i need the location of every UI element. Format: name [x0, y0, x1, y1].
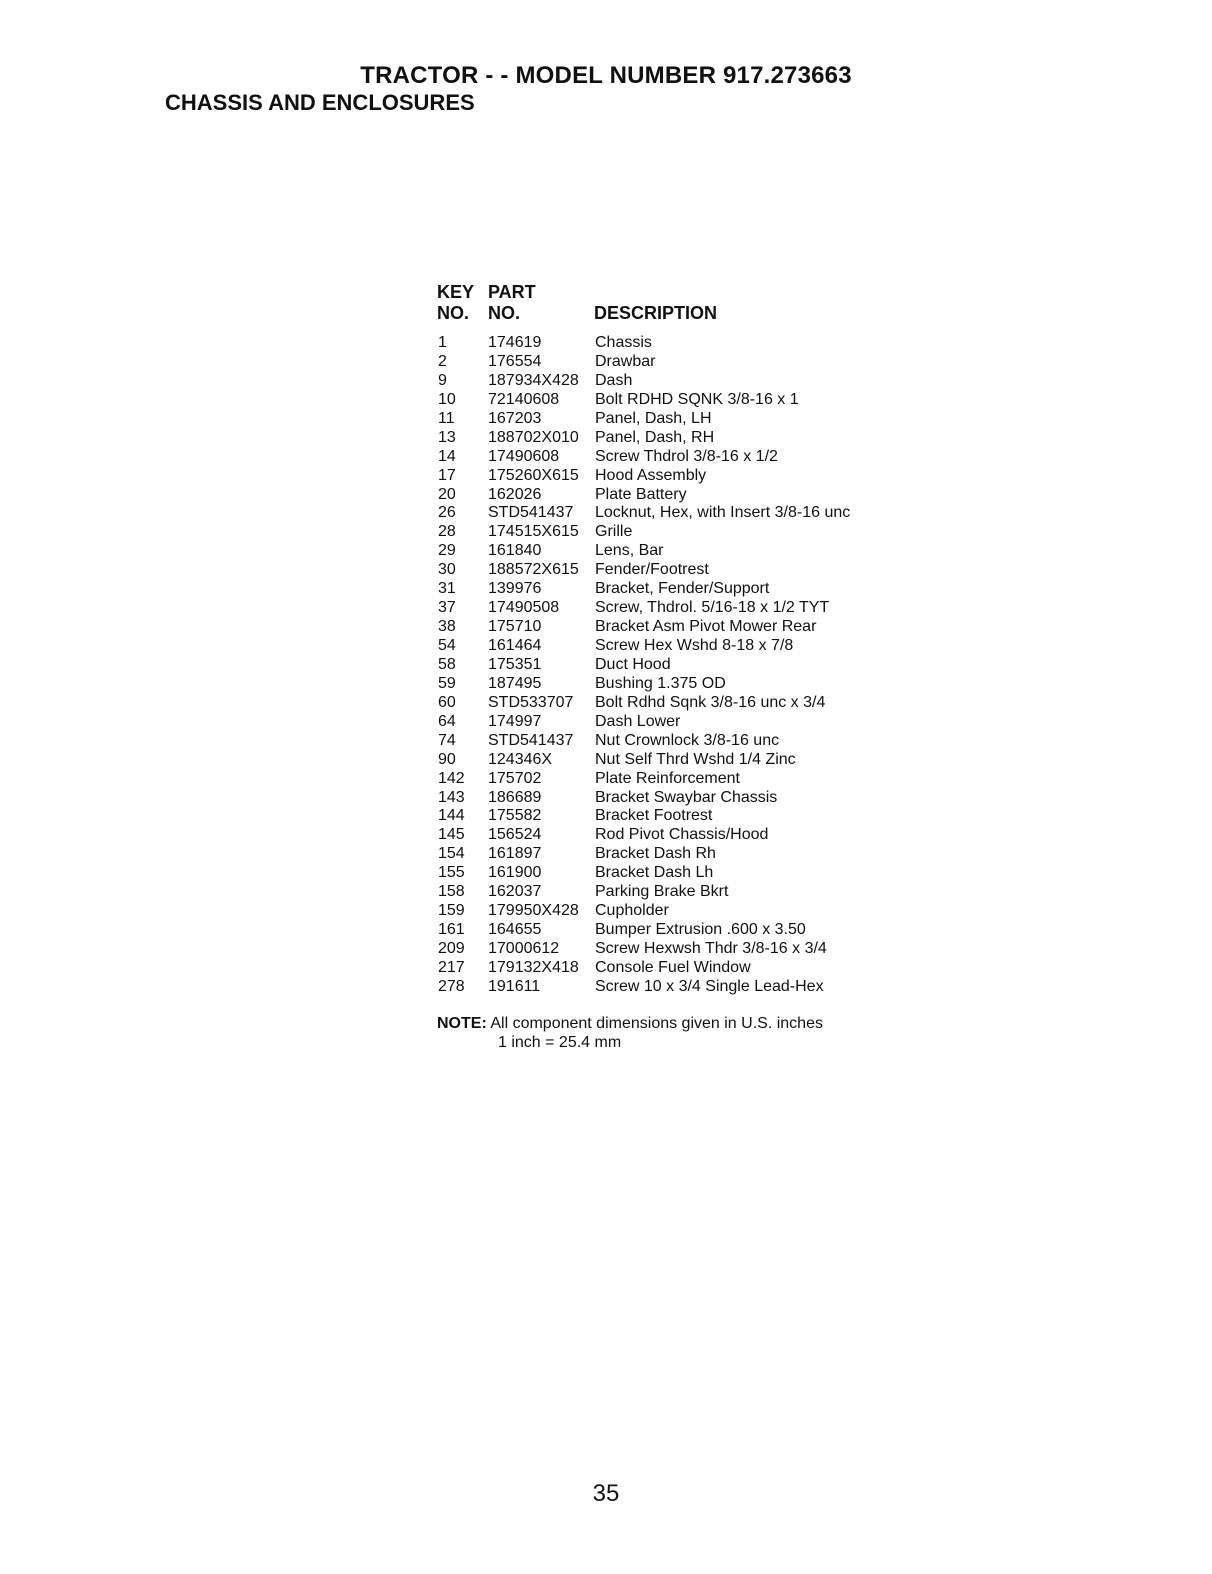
key-no: 54 [438, 637, 456, 654]
key-no: 155 [438, 864, 465, 882]
page-title-text: TRACTOR - - MODEL NUMBER 917.273663 [360, 62, 852, 89]
key-no: 278 [438, 977, 465, 995]
part-description: Bolt RDHD SQNK 3/8-16 x 1 [595, 390, 799, 408]
part-no: 161900 [488, 864, 542, 882]
part-no: 175582 [488, 807, 542, 825]
part-no: STD541437 [488, 504, 574, 522]
part-no: 162037 [488, 883, 542, 901]
key-no: 158 [438, 883, 465, 901]
part-no: 175702 [488, 769, 542, 787]
part-description: Lens, Bar [595, 542, 664, 560]
key-no: 10 [438, 390, 456, 408]
part-no: STD533707 [488, 693, 574, 711]
part-no: 174997 [488, 712, 542, 730]
header-key-line1: KEY [437, 282, 475, 302]
part-no: 174515X615 [488, 523, 579, 541]
key-no: 144 [438, 807, 465, 825]
header-description: DESCRIPTION [594, 303, 718, 323]
part-description: Fender/Footrest [595, 561, 709, 579]
part-no: 188702X010 [488, 428, 579, 446]
page-title [0, 62, 1212, 90]
part-no: 176554 [488, 352, 542, 370]
part-no: 167203 [488, 409, 542, 427]
part-no: 17490608 [488, 447, 560, 465]
part-description: Plate Reinforcement [595, 769, 740, 787]
part-description: Bushing 1.375 OD [595, 674, 726, 692]
part-description: Duct Hood [595, 655, 671, 673]
part-description: Screw, Thdrol. 5/16-18 x 1/2 TYT [595, 599, 830, 617]
note [437, 1014, 823, 1052]
part-description: Hood Assembly [595, 466, 707, 484]
part-description: Bracket Asm Pivot Mower Rear [595, 618, 817, 636]
part-description: Nut Self Thrd Wshd 1/4 Zinc [595, 750, 796, 768]
key-no: 217 [438, 958, 465, 976]
key-no: 13 [438, 428, 456, 446]
key-no: 17 [438, 466, 456, 484]
part-no: 139976 [488, 580, 542, 598]
key-no: 37 [438, 599, 456, 617]
part-no: 191611 [488, 977, 541, 995]
part-description: Bracket, Fender/Support [595, 580, 770, 598]
note-label: NOTE: [437, 1015, 487, 1032]
part-description: Bracket Dash Rh [595, 845, 716, 863]
key-no: 26 [438, 504, 456, 522]
part-description: Dash [595, 371, 633, 389]
key-no: 2 [438, 352, 447, 370]
part-no: 174619 [488, 334, 542, 351]
key-no: 14 [438, 447, 456, 465]
part-description: Chassis [595, 334, 652, 351]
key-no: 30 [438, 561, 456, 579]
part-description: Drawbar [595, 352, 656, 370]
part-description: Panel, Dash, LH [595, 409, 712, 427]
part-description: Console Fuel Window [595, 958, 751, 976]
part-no: 161897 [488, 845, 542, 863]
part-no: 162026 [488, 485, 542, 503]
part-description: Bracket Dash Lh [595, 864, 714, 882]
part-description: Bumper Extrusion .600 x 3.50 [595, 921, 806, 939]
part-description: Bolt Rdhd Sqnk 3/8-16 unc x 3/4 [595, 693, 826, 711]
part-no: 17490508 [488, 599, 560, 617]
key-no: 59 [438, 674, 456, 692]
part-no: 161840 [488, 542, 542, 560]
part-no: 175710 [488, 618, 542, 636]
key-no: 60 [438, 693, 456, 711]
part-no: 188572X615 [488, 561, 579, 579]
key-no: 90 [438, 750, 456, 768]
part-no: 161464 [488, 637, 542, 654]
part-no: 124346X [488, 750, 553, 768]
part-description: Bracket Footrest [595, 807, 713, 825]
part-no: 156524 [488, 826, 542, 844]
part-description: Dash Lower [595, 712, 681, 730]
key-no: 1 [438, 334, 447, 351]
key-no: 9 [438, 371, 447, 389]
key-no: 29 [438, 542, 456, 560]
part-no: 187495 [488, 674, 542, 692]
part-description: Screw Hex Wshd 8-18 x 7/8 [595, 637, 794, 654]
part-no: 17000612 [488, 940, 560, 957]
header-part-line2: NO. [488, 303, 521, 323]
part-no: 164655 [488, 921, 542, 939]
part-description: Plate Battery [595, 485, 687, 503]
part-description: Rod Pivot Chassis/Hood [595, 826, 769, 844]
part-no: 179950X428 [488, 902, 579, 920]
header-part-line1: PART [488, 282, 536, 302]
part-no: 175260X615 [488, 466, 579, 484]
part-no: 72140608 [488, 390, 560, 408]
page-number: 35 [592, 1480, 620, 1507]
key-no: 161 [438, 921, 465, 939]
key-no: 58 [438, 655, 456, 673]
part-description: Bracket Swaybar Chassis [595, 788, 778, 806]
key-no: 154 [438, 845, 465, 863]
key-no: 145 [438, 826, 465, 844]
part-no: 186689 [488, 788, 542, 806]
part-description: Cupholder [595, 902, 669, 920]
key-no: 209 [438, 940, 465, 957]
key-no: 143 [438, 788, 465, 806]
key-no: 159 [438, 902, 465, 920]
note-text-1: All component dimensions given in U.S. inches [490, 1015, 823, 1032]
part-no: STD541437 [488, 731, 574, 749]
note-line-1 [437, 1014, 823, 1033]
part-description: Parking Brake Bkrt [595, 883, 729, 901]
part-description: Screw 10 x 3/4 Single Lead-Hex [595, 977, 824, 995]
key-no: 64 [438, 712, 456, 730]
part-no: 187934X428 [488, 371, 579, 389]
part-description: Screw Thdrol 3/8-16 x 1/2 [595, 447, 778, 465]
key-no: 31 [438, 580, 456, 598]
key-no: 38 [438, 618, 456, 636]
part-description: Grille [595, 523, 633, 541]
key-no: 28 [438, 523, 456, 541]
key-no: 142 [438, 769, 465, 787]
key-no: 20 [438, 485, 456, 503]
part-description: Screw Hexwsh Thdr 3/8-16 x 3/4 [595, 940, 827, 957]
key-no: 11 [438, 409, 455, 427]
note-line-2: 1 inch = 25.4 mm [498, 1034, 622, 1051]
part-no: 175351 [488, 655, 542, 673]
key-no: 74 [438, 731, 456, 749]
part-description: Panel, Dash, RH [595, 428, 715, 446]
section-subtitle: CHASSIS AND ENCLOSURES [165, 90, 475, 115]
header-key-line2: NO. [437, 303, 470, 323]
part-description: Nut Crownlock 3/8-16 unc [595, 731, 780, 749]
part-description: Locknut, Hex, with Insert 3/8-16 unc [595, 504, 851, 522]
part-no: 179132X418 [488, 958, 579, 976]
